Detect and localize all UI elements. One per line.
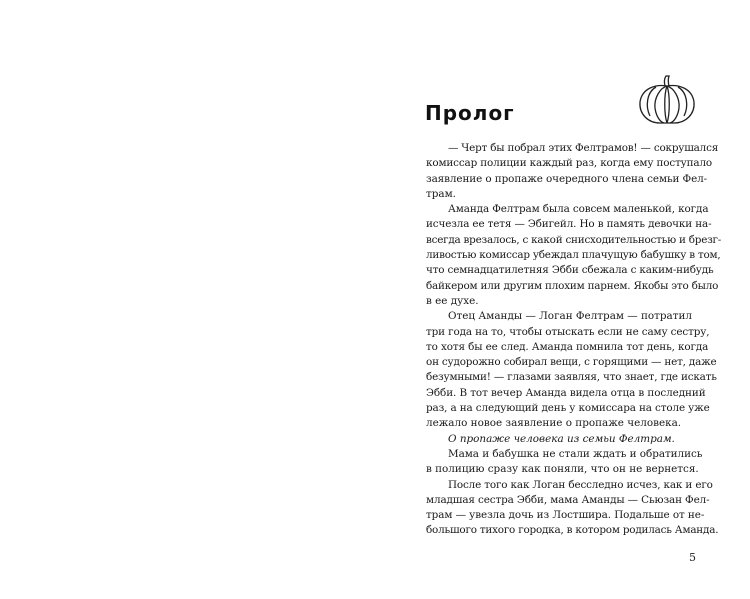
chapter-title: Пролог (425, 101, 515, 125)
paragraph-5 (426, 447, 703, 478)
text-line: байкером или другим плохим парнем. Якобы это было (426, 279, 719, 292)
text-line: ливостью комиссар убеждал плачущую бабушку в том, (426, 249, 721, 262)
paragraph-4 (426, 432, 698, 447)
text-line: что семнадцатилетняя Эбби сбежала с каким-нибудь (426, 264, 714, 277)
text-line: Мама и бабушка не стали ждать и обратились (448, 447, 703, 460)
text-line: он судорожно собирал вещи, с горящими — нет, даже (426, 356, 717, 369)
text-line: в ее духе. (426, 294, 479, 307)
text-line: трам. (426, 187, 456, 200)
italic-line: О пропаже человека из семьи Фелтрам. (448, 432, 675, 445)
text-line: безумными! — глазами заявляя, что знает, где искать (426, 371, 717, 384)
text-line: Отец Аманды — Логан Фелтрам — потратил (448, 310, 693, 323)
paragraph-3 (426, 309, 717, 431)
text-line: большого тихого городка, в котором родилась Аманда. (426, 524, 719, 537)
text-line: После того как Логан бесследно исчез, как и его (448, 478, 713, 491)
text-line: младшая сестра Эбби, мама Аманды — Сьюзан Фел- (426, 493, 710, 506)
text-line: Эбби. В тот вечер Аманда видела отца в последний (426, 386, 706, 399)
paragraph-6 (426, 478, 719, 539)
text-line: трам — увезла дочь из Лостшира. Подальше от не- (426, 509, 705, 522)
text-line: раз, а на следующий день у комиссара на столе уже (426, 402, 710, 415)
text-line: три года на то, чтобы отыскать если не саму сестру, (426, 325, 710, 338)
text-line: в полицию сразу как поняли, что он не вернется. (426, 463, 699, 476)
text-line: — Черт бы побрал этих Фелтрамов! — сокрушался (448, 142, 719, 154)
text-line: всегда врезалось, с какой снисходительностью и брезг- (426, 233, 722, 246)
pumpkin-icon (636, 74, 698, 126)
paragraph-1 (426, 141, 719, 202)
text-line: заявление о пропаже очередного члена семьи Фел- (426, 172, 708, 185)
text-line: исчезла ее тетя — Эбигейл. Но в память девочки на- (426, 218, 712, 231)
text-line: Аманда Фелтрам была совсем маленькой, когда (448, 203, 709, 216)
text-line: лежало новое заявление о пропаже человека. (426, 417, 682, 430)
paragraph-2 (426, 202, 722, 309)
text-line: комиссар полиции каждый раз, когда ему поступало (426, 157, 713, 170)
page-number: 5 (689, 551, 696, 564)
text-line: то хотя бы ее след. Аманда помнила тот день, когда (426, 340, 709, 353)
chapter-text (426, 141, 722, 539)
